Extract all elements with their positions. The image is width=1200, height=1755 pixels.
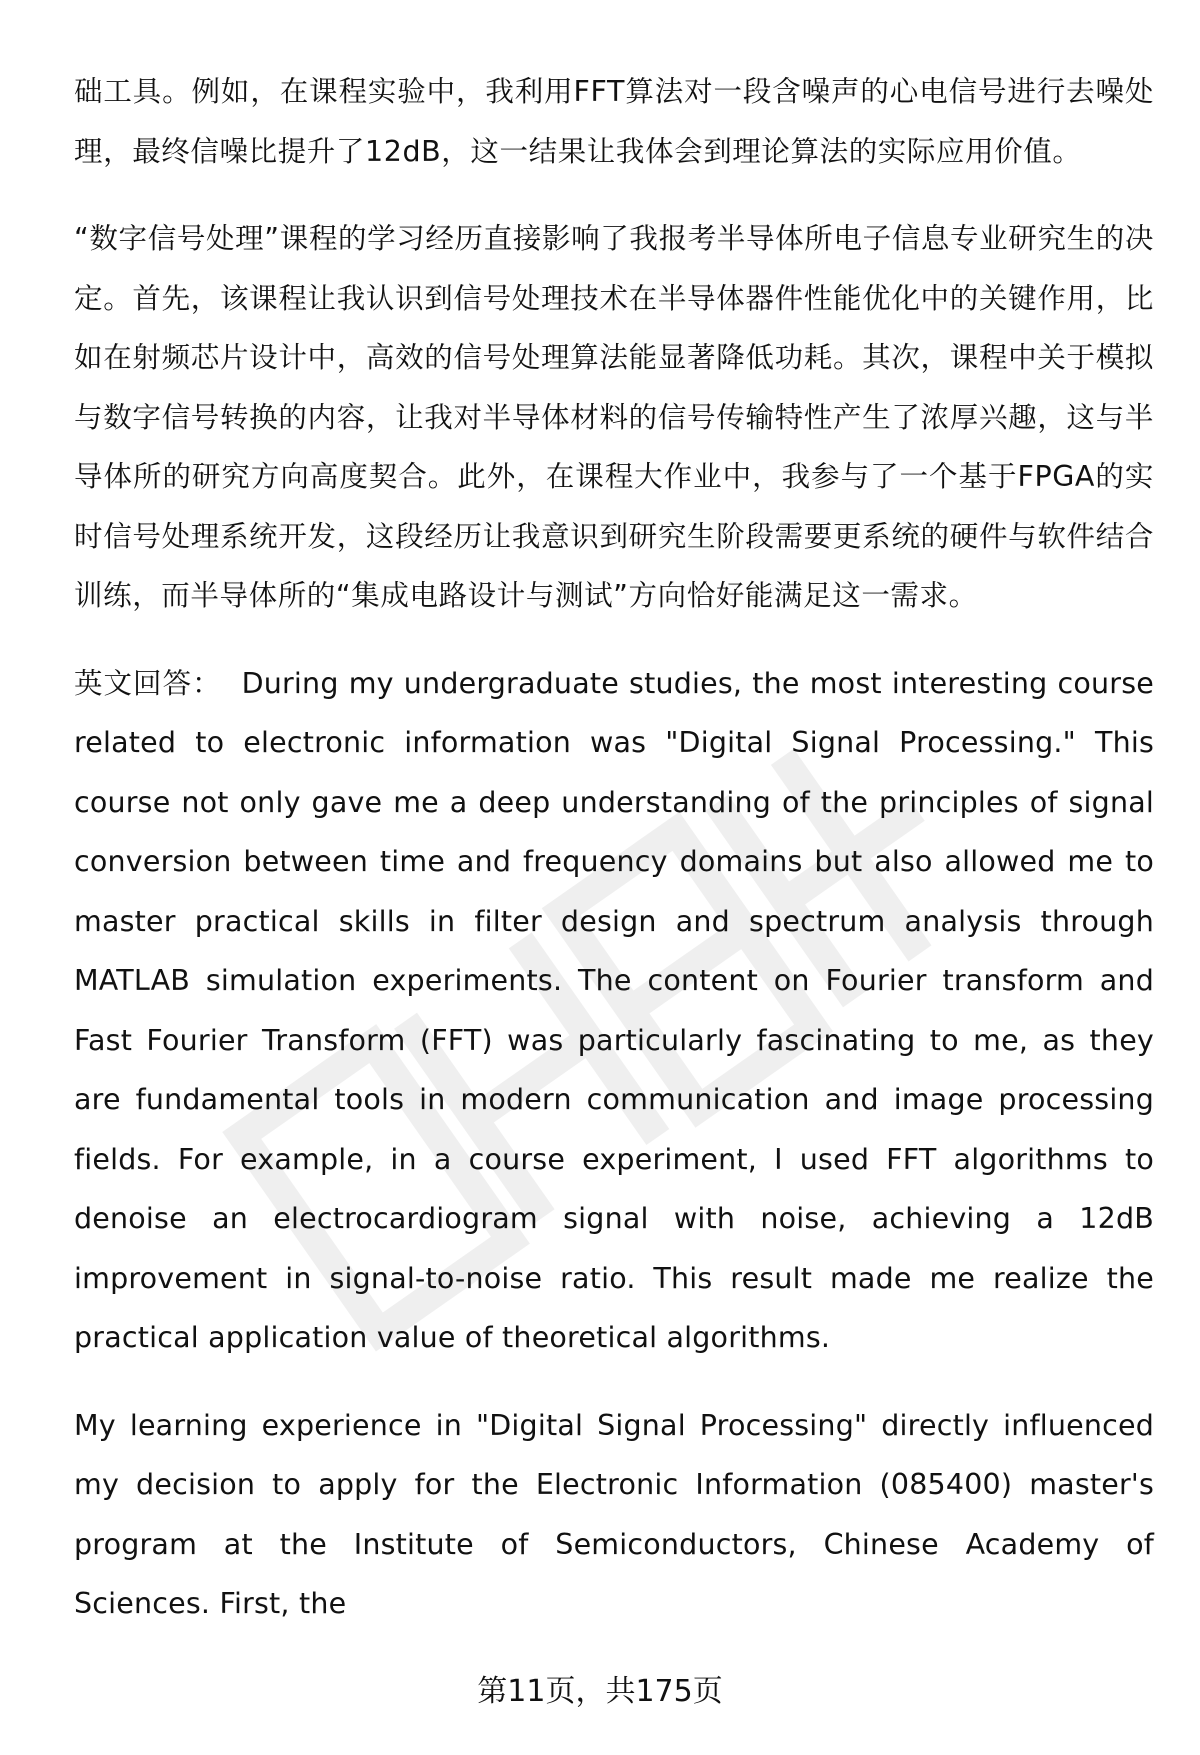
document-page [74,62,1154,1634]
page-number: 第11页，共175页 [477,1674,723,1709]
english-answer-text: During my undergraduate studies, the most interesting course related to electronic information was "Digital Signal Processing." This course not only gave me a deep understanding of the principles of signal conversion between time and frequency domains but also allowed me to master practical skills in filter design and spectrum analysis through MATLAB simulation experiments. The content on Fourier transform and Fast Fourier Transform (FFT) was particularly fascinating to me, as they are fundamental tools in modern communication and image processing fields. For example, in a course experiment, I used FFT algorithms to denoise an electrocardiogram signal with noise, achieving a 12dB improvement in signal-to-noise ratio. This result made me realize the practical application value of theoretical algorithms. [74,666,1154,1354]
paragraph-3 [74,654,1154,1368]
paragraph-2: “数字信号处理”课程的学习经历直接影响了我报考半导体所电子信息专业研究生的决定。首先，该课程让我认识到信号处理技术在半导体器件性能优化中的关键作用，比如在射频芯片设计中，高效的信号处理算法能显著降低功耗。其次，课程中关于模拟与数字信号转换的内容，让我对半导体材料的信号传输特性产生了浓厚兴趣，这与半导体所的研究方向高度契合。此外，在课程大作业中，我参与了一个基于FPGA的实时信号处理系统开发，这段经历让我意识到研究生阶段需要更系统的硬件与软件结合训练，而半导体所的“集成电路设计与测试”方向恰好能满足这一需求。 [74,222,1154,612]
paragraph-4: My learning experience in "Digital Signal Processing" directly influenced my decision to apply for the Electronic Information (085400) master's program at the Institute of Semiconductors, Chinese Academy of Sciences. First, the [74,1408,1154,1620]
paragraph-1: 础工具。例如，在课程实验中，我利用FFT算法对一段含噪声的心电信号进行去噪处理，最终信噪比提升了12dB，这一结果让我体会到理论算法的实际应用价值。 [74,75,1154,168]
english-answer-label: 英文回答： [74,666,222,700]
